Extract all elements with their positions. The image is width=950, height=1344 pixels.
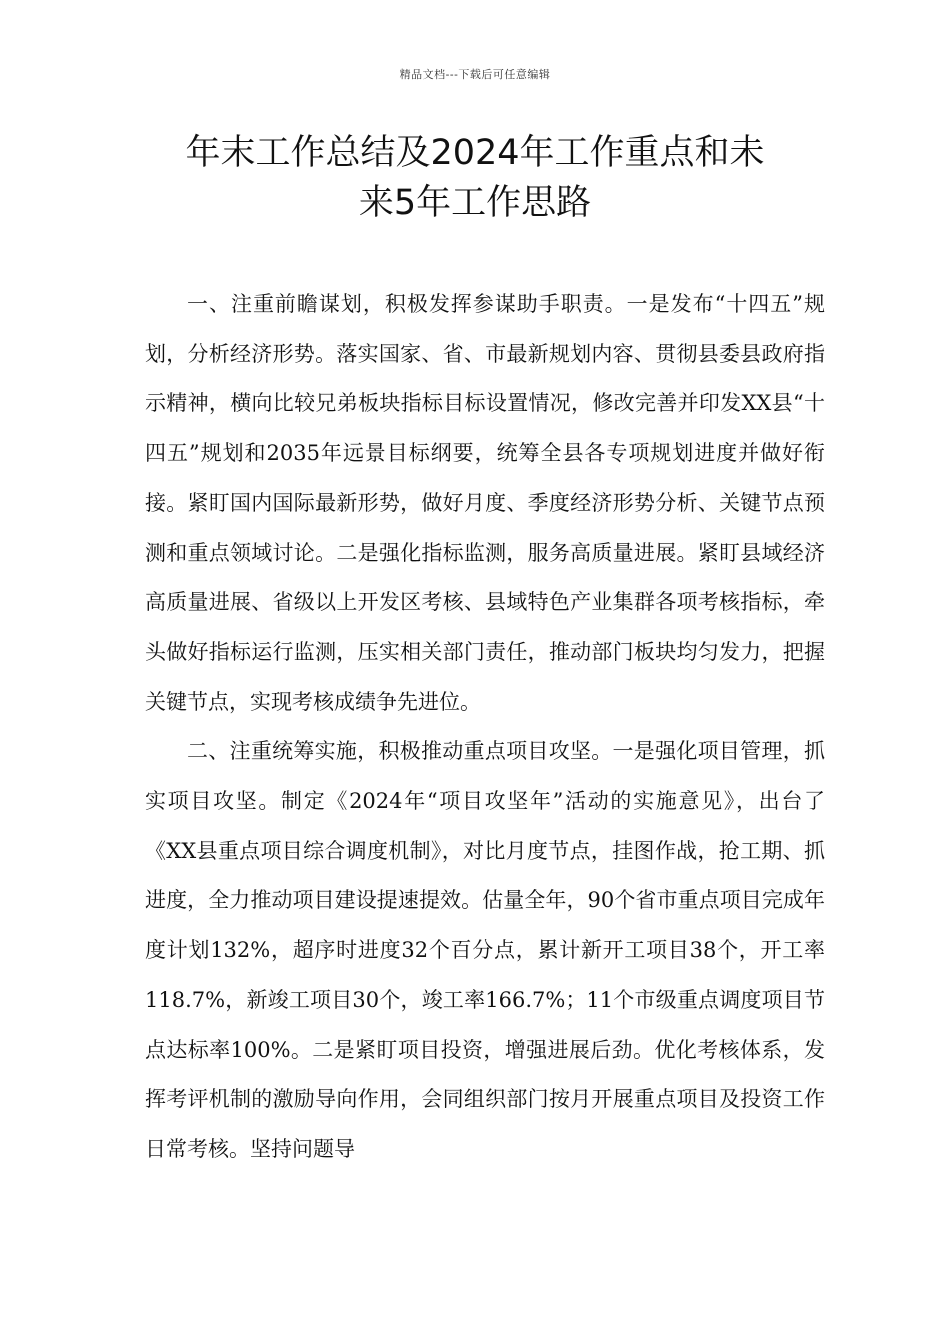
title-line-2: 来5年工作思路 (358, 183, 592, 223)
document-title (100, 128, 850, 228)
document-body (145, 280, 825, 1175)
title-line-1: 年末工作总结及2024年工作重点和未 (185, 133, 765, 173)
paragraph-2: 二、注重统筹实施，积极推动重点项目攻坚。一是强化项目管理，抓实项目攻坚。制定《2024年“项目攻坚年”活动的实施意见》，出台了《XX县重点项目综合调度机制》，对比月度节点，挂图作战，抢工期、抓进度，全力推动项目建设提速提效。估量全年，90个省市重点项目完成年度计划132%，超序时进度32个百分点，累计新开工项目38个，开工率118.7%，新竣工项目30个，竣工率166.7%；11个市级重点调度项目节点达标率100%。二是紧盯项目投资，增强进展后劲。优化考核体系，发挥考评机制的激励导向作用，会同组织部门按月开展重点项目及投资工作日常考核。坚持问题导 (145, 739, 825, 1161)
page-header: 精品文档---下载后可任意编辑 (399, 68, 551, 81)
paragraph-1: 一、注重前瞻谋划，积极发挥参谋助手职责。一是发布“十四五”规划，分析经济形势。落实国家、省、市最新规划内容、贯彻县委县政府指示精神，横向比较兄弟板块指标目标设置情况，修改完善并印发XX县“十四五”规划和2035年远景目标纲要，统筹全县各专项规划进度并做好衔接。紧盯国内国际最新形势，做好月度、季度经济形势分析、关键节点预测和重点领域讨论。二是强化指标监测，服务高质量进展。紧盯县域经济高质量进展、省级以上开发区考核、县域特色产业集群各项考核指标，牵头做好指标运行监测，压实相关部门责任，推动部门板块均匀发力，把握关键节点，实现考核成绩争先进位。 (145, 292, 825, 714)
